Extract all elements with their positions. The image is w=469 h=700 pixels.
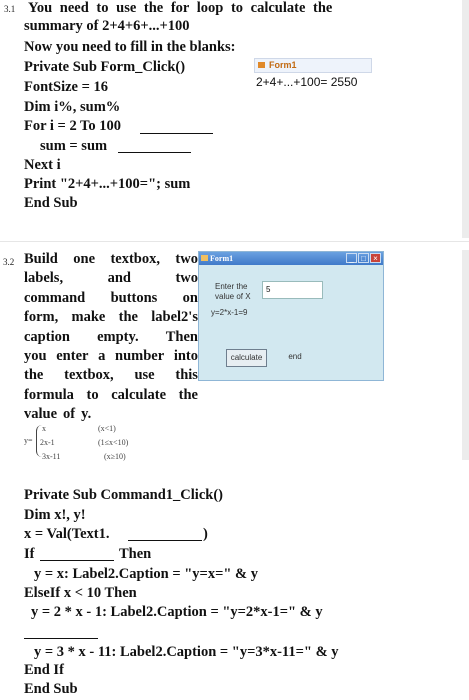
scrollbar-track-top [462,0,469,238]
description-word: you [24,348,47,364]
description-line [24,290,198,307]
form2-titlebar[interactable] [199,252,383,265]
calculate-button[interactable]: calculate [226,349,267,367]
description-line [24,309,198,326]
piecewise-expr: 3x-11 [42,452,61,461]
description-line [24,367,198,384]
description-word: buttons [110,289,158,306]
description-word: the [118,309,138,326]
description-word: command [24,289,86,306]
code-line: Next i [24,157,61,173]
section-number: 3.1 [4,4,16,14]
code-line: Print "2+4+...+100="; sum [24,176,191,192]
code-line: y = x: Label2.Caption = "y=x=" & y [34,566,258,582]
fill-blank[interactable] [40,560,114,561]
description-word: Then [165,328,198,345]
description-word: formula [24,386,74,403]
divider [0,241,469,242]
description-word: number [115,348,165,364]
question-text-line: You need to use the for loop to calculate the [28,0,333,16]
piecewise-expr: 2x-1 [40,438,55,447]
scrollbar-track-bottom [462,250,469,460]
description-word: calculate [111,386,167,403]
piecewise-y: y= [24,436,33,445]
end-button[interactable]: end [288,352,302,361]
form-icon [201,255,208,261]
code-line: Then [119,546,152,562]
form2-window [198,251,384,381]
description-word: form, [24,309,59,326]
description-word: caption [24,328,70,345]
description-word: two [175,270,198,287]
code-line: y = 2 * x - 1: Label2.Caption = "y=2*x-1=" & y [31,604,323,620]
form-icon [258,62,265,68]
code-line: For i = 2 To 100 [24,118,122,134]
fill-blank[interactable] [24,638,98,639]
question-text-line: summary of 2+4+6+...+100 [24,18,190,34]
code-line: sum = sum [40,138,108,154]
code-line: Private Sub Form_Click() [24,59,186,75]
maximize-icon[interactable]: □ [358,253,369,263]
code-line: End Sub [24,195,78,211]
description-word: of [63,406,76,423]
label2: y=2*x-1=9 [211,308,248,317]
form1-window [254,58,372,96]
description-word: the [24,367,44,384]
code-line: If [24,546,35,562]
fill-blank[interactable] [128,540,202,541]
form1-output: 2+4+...+100= 2550 [256,75,358,89]
piecewise-cond: (1≤x<10) [98,438,129,447]
close-icon[interactable]: × [370,253,381,263]
code-line: Private Sub Command1_Click() [24,487,223,503]
description-word: to [86,386,99,403]
text1-input[interactable]: 5 [262,281,323,299]
question-text-line: Now you need to fill in the blanks: [24,39,236,55]
description-line [24,251,198,268]
description-word: one [73,251,96,267]
form1-title: Form1 [269,60,297,70]
form1-titlebar[interactable] [254,58,372,73]
description-word: textbox, [110,251,160,267]
piecewise-expr: x [42,424,46,433]
description-word: this [175,367,198,384]
description-word: and [107,270,131,287]
code-line: ElseIf x < 10 Then [24,585,137,601]
description-word: Build [24,251,58,267]
description-line [24,329,198,346]
description-word: into [173,348,198,364]
description-line [24,270,198,287]
description-word: value [24,406,58,423]
description-word: a [98,348,106,364]
section-number: 3.2 [3,257,15,267]
description-word: y. [81,406,92,423]
code-line: Dim x!, y! [24,507,86,523]
description-line [24,387,198,404]
description-word: the [178,386,198,403]
description-word: textbox, [64,367,114,384]
description-word: label2's [151,309,198,326]
code-line: Dim i%, sum% [24,99,121,115]
code-line: End Sub [24,681,78,697]
description-word: use [134,367,155,384]
description-word: two [175,251,198,267]
description-word: make [71,309,106,326]
description-line [24,348,198,365]
minimize-icon[interactable]: _ [346,253,357,263]
description-word: enter [56,348,89,364]
code-line: FontSize = 16 [24,79,108,95]
code-line: x = Val(Text1. [24,526,110,542]
description-line [24,406,91,423]
label1: Enter the value of X [215,282,251,301]
code-line: ) [203,526,208,542]
description-word: empty. [97,328,139,345]
code-line: End If [24,662,64,678]
fill-blank[interactable] [118,152,191,153]
code-line: y = 3 * x - 11: Label2.Caption = "y=3*x-11=" & y [34,644,339,660]
form2-title: Form1 [210,254,234,263]
fill-blank[interactable] [140,133,213,134]
piecewise-cond: (x<1) [98,424,116,433]
piecewise-cond: (x≥10) [104,452,126,461]
description-word: on [182,289,198,306]
description-word: labels, [24,270,64,287]
